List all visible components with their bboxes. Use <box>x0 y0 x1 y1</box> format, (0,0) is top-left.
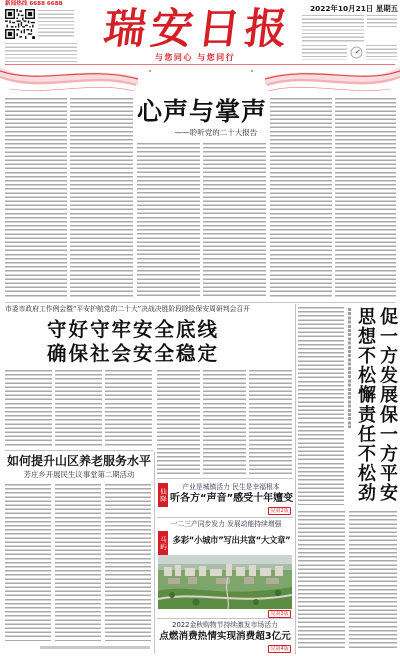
issue-info-text <box>302 15 364 42</box>
guide-item-label: 马屿 <box>158 531 168 555</box>
body-text-column <box>349 511 397 650</box>
guide-page-link[interactable]: 见第2版 <box>268 507 291 515</box>
column-divider <box>295 304 296 654</box>
weather-gauge-icon <box>350 44 363 57</box>
guide-divider <box>157 517 293 518</box>
safety-headline-line1[interactable]: 守好守牢安全底线 <box>46 318 219 341</box>
guide-item-headline[interactable]: 听各方“声音”感受十年嬗变 <box>170 493 294 504</box>
issue-date: 2022年10月21日 星期五 <box>309 4 398 13</box>
guide-top-divider <box>157 478 293 479</box>
qr-code-icon[interactable] <box>5 9 35 39</box>
body-text-column <box>203 370 246 475</box>
guide-item-subhead: 2022金秋购物节持续激发市场活力 <box>172 621 278 629</box>
body-text-column <box>203 143 266 298</box>
body-text-column <box>270 98 332 298</box>
safety-kicker: 市委市政府工作例会暨“平安护航党的二十大”决战决胜阶段除险保安周研判会召开 <box>5 305 250 313</box>
body-text-column <box>5 370 52 447</box>
news-hotline <box>5 1 62 8</box>
hotline-label: 新闻热线 <box>5 1 28 7</box>
lead-headline[interactable]: 心声与掌声 <box>136 97 267 126</box>
page-credits <box>40 646 150 649</box>
body-text-column <box>298 511 345 650</box>
safety-headline-line2[interactable]: 确保社会安全稳定 <box>46 342 219 365</box>
guide-item-headline[interactable]: 多彩“小城市”写出共富“大文章” <box>172 535 291 545</box>
guide-item-subhead: 产业是城镇活力 民生是幸福根本 <box>182 483 280 491</box>
guide-page-link[interactable]: 见第4版 <box>268 645 291 653</box>
article-divider <box>5 450 153 451</box>
body-text-column <box>157 370 200 475</box>
body-text-column <box>249 370 292 475</box>
guide-item-subhead: 一二三产同步发力 发展动能持续增强 <box>170 520 282 528</box>
masthead-slogan: 与您同心 与您同行 <box>154 53 236 62</box>
qr-caption-text <box>38 10 74 39</box>
body-text-column <box>70 98 133 298</box>
new-media-platform-text <box>5 43 77 62</box>
masthead-logo: 瑞安日报 <box>101 4 296 53</box>
ribbon-banner <box>0 65 400 97</box>
vertical-headline-col1[interactable]: 思想不松懈责任不松劲 <box>355 307 376 503</box>
elderly-care-subtitle: 芳庄乡开展民生议事堂第二期活动 <box>23 470 135 479</box>
body-text-column <box>55 484 101 641</box>
column-divider <box>154 452 155 654</box>
body-text-column <box>55 370 102 447</box>
body-text-column <box>5 484 51 641</box>
guide-item-headline[interactable]: 点燃消费热情实现消费超3亿元 <box>159 631 291 642</box>
lead-subtitle: ——聆听党的二十大报告 <box>174 128 258 137</box>
section-divider <box>5 302 395 303</box>
guide-page-link[interactable]: 见第3版 <box>268 610 291 618</box>
town-aerial-photo[interactable] <box>158 555 292 609</box>
guide-item-label: 仙降 <box>158 483 168 507</box>
body-text-column <box>335 98 396 298</box>
body-text-column <box>137 143 200 298</box>
body-text-column <box>105 370 152 447</box>
body-text-column <box>298 307 344 505</box>
weather-text <box>302 45 347 60</box>
body-text-column <box>105 484 151 641</box>
elderly-care-headline[interactable]: 如何提升山区养老服务水平 <box>6 454 151 468</box>
vertical-headline-col2[interactable]: 促一方发展保一方平安 <box>377 307 398 503</box>
hotline-number: 6688 6688 <box>29 1 63 7</box>
issue-number-text <box>367 15 397 28</box>
guide-divider <box>157 618 293 619</box>
vertical-kicker-text <box>348 308 351 428</box>
body-text-column <box>5 98 67 298</box>
weather-detail-text <box>366 45 397 60</box>
